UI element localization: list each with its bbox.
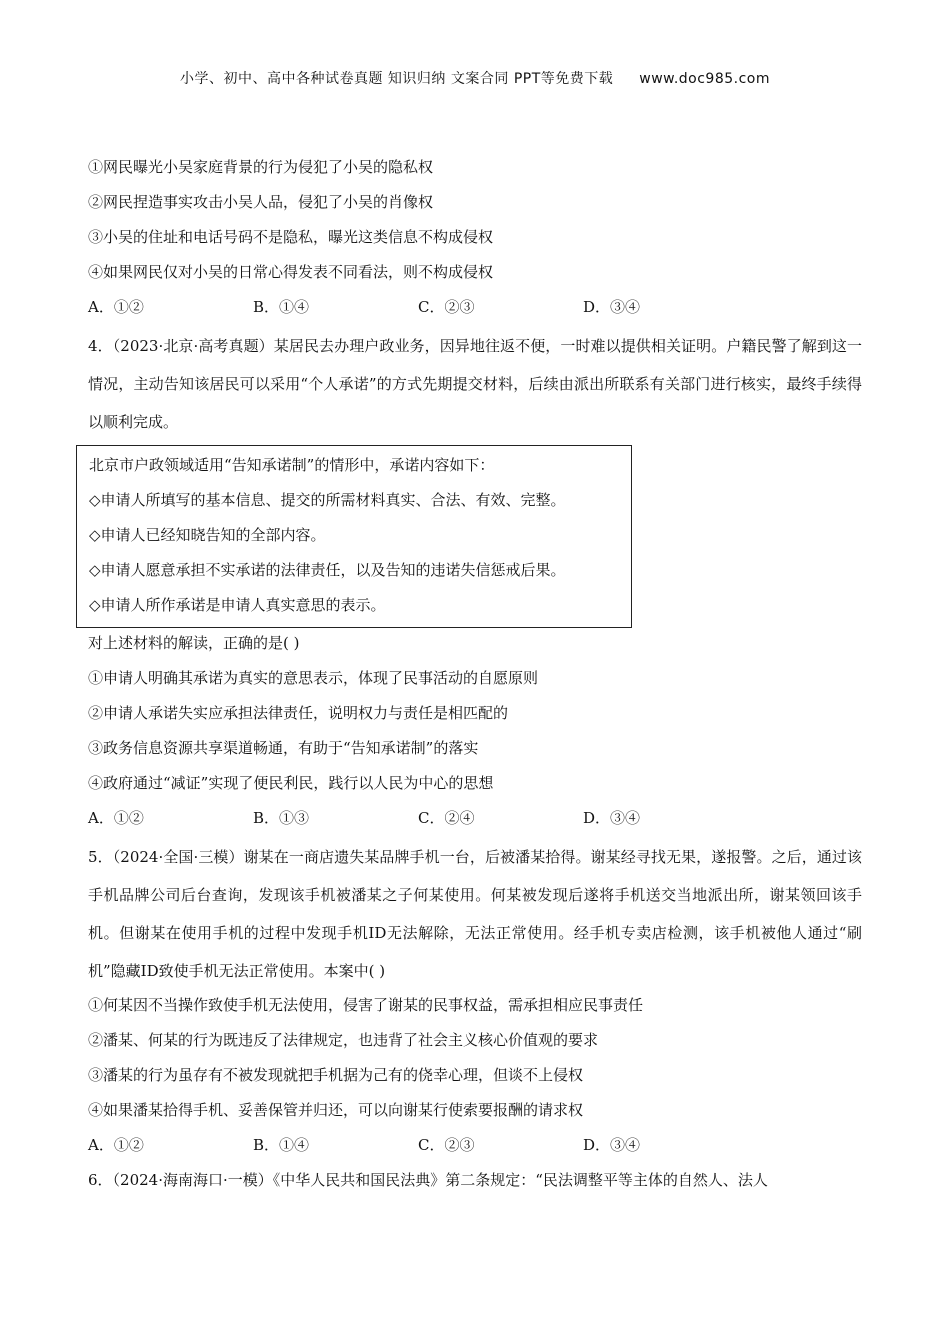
q5-option-a: A．①② [88, 1136, 144, 1154]
q4-box-line-1: 北京市户政领域适用“告知承诺制”的情形中，承诺内容如下： [89, 456, 495, 474]
q5-statement-1: ①何某因不当操作致使手机无法使用，侵害了谢某的民事权益，需承担相应民事责任 [88, 996, 644, 1014]
q5-option-c: C．②③ [418, 1136, 475, 1154]
q4-statement-3: ③政务信息资源共享渠道畅通，有助于“告知承诺制”的落实 [88, 739, 479, 757]
question-4 [88, 327, 862, 838]
q5-stem: 5．（2024·全国·三模）谢某在一商店遗失某品牌手机一台，后被潘某拾得。谢某经寻找无果，遂报警。之后，通过该手机品牌公司后台查询，发现该手机被潘某之子何某使用。何某被发现后遂将手机送交当地派出所，谢某领回该手机。但谢某在使用手机的过程中发现手机ID无法解除，无法正常使用。经手机专卖店检测，该手机被他人通过“刷机”隐藏ID致使手机无法正常使用。本案中( ) [88, 848, 862, 980]
q4-statement-2: ②申请人承诺失实应承担法律责任，说明权力与责任是相匹配的 [88, 704, 509, 722]
q3-option-b: B．①④ [253, 298, 310, 316]
q4-box-line-4: ◇申请人愿意承担不实承诺的法律责任，以及告知的违诺失信惩戒后果。 [89, 561, 566, 579]
q4-box-line-5: ◇申请人所作承诺是申请人真实意思的表示。 [89, 596, 386, 614]
question-5 [88, 838, 862, 1165]
q3-option-c: C．②③ [418, 298, 475, 316]
q3-option-d: D．③④ [583, 298, 641, 316]
q3-statement-4: ④如果网民仅对小吴的日常心得发表不同看法，则不构成侵权 [88, 263, 494, 281]
q5-statement-2: ②潘某、何某的行为既违反了法律规定，也违背了社会主义核心价值观的要求 [88, 1031, 599, 1049]
q3-statement-2: ②网民捏造事实攻击小吴人品，侵犯了小吴的肖像权 [88, 193, 434, 211]
header-website-link[interactable]: www.doc985.com [639, 71, 771, 87]
question-3 [88, 152, 862, 327]
q4-box-line-3: ◇申请人已经知晓告知的全部内容。 [89, 526, 326, 544]
q5-statement-3: ③潘某的行为虽存有不被发现就把手机据为己有的侥幸心理，但谈不上侵权 [88, 1066, 584, 1084]
q4-option-d: D．③④ [583, 809, 641, 827]
header-promo-text: 小学、初中、高中各种试卷真题 知识归纳 文案合同 PPT等免费下载 [179, 71, 614, 87]
page-header [0, 68, 950, 88]
q3-statement-1: ①网民曝光小吴家庭背景的行为侵犯了小吴的隐私权 [88, 158, 434, 176]
question-6 [88, 1165, 862, 1200]
q4-box-line-2: ◇申请人所填写的基本信息、提交的所需材料真实、合法、有效、完整。 [89, 491, 566, 509]
q3-options [88, 292, 862, 327]
q5-options [88, 1130, 862, 1165]
q3-statement-3: ③小吴的住址和电话号码不是隐私，曝光这类信息不构成侵权 [88, 228, 494, 246]
q4-options [88, 803, 862, 838]
q4-option-b: B．①③ [253, 809, 310, 827]
exam-content [88, 152, 862, 1200]
q5-option-d: D．③④ [583, 1136, 641, 1154]
q5-option-b: B．①④ [253, 1136, 310, 1154]
q3-option-a: A．①② [88, 298, 144, 316]
q4-question: 对上述材料的解读，正确的是( ) [88, 634, 300, 652]
q4-option-a: A．①② [88, 809, 144, 827]
q4-stem: 4．（2023·北京·高考真题）某居民去办理户政业务，因异地往返不便，一时难以提供相关证明。户籍民警了解到这一情况，主动告知该居民可以采用“个人承诺”的方式先期提交材料，后续由派出所联系有关部门进行核实，最终手续得以顺利完成。 [88, 337, 862, 431]
q4-material-box [76, 445, 632, 628]
q4-option-c: C．②④ [418, 809, 475, 827]
q4-statement-4: ④政府通过“减证”实现了便民利民，践行以人民为中心的思想 [88, 774, 494, 792]
q5-statement-4: ④如果潘某拾得手机、妥善保管并归还，可以向谢某行使索要报酬的请求权 [88, 1101, 584, 1119]
q4-statement-1: ①申请人明确其承诺为真实的意思表示，体现了民事活动的自愿原则 [88, 669, 539, 687]
q6-stem: 6．（2024·海南海口·一模）《中华人民共和国民法典》第二条规定：“民法调整平等主体的自然人、法人 [88, 1171, 768, 1189]
